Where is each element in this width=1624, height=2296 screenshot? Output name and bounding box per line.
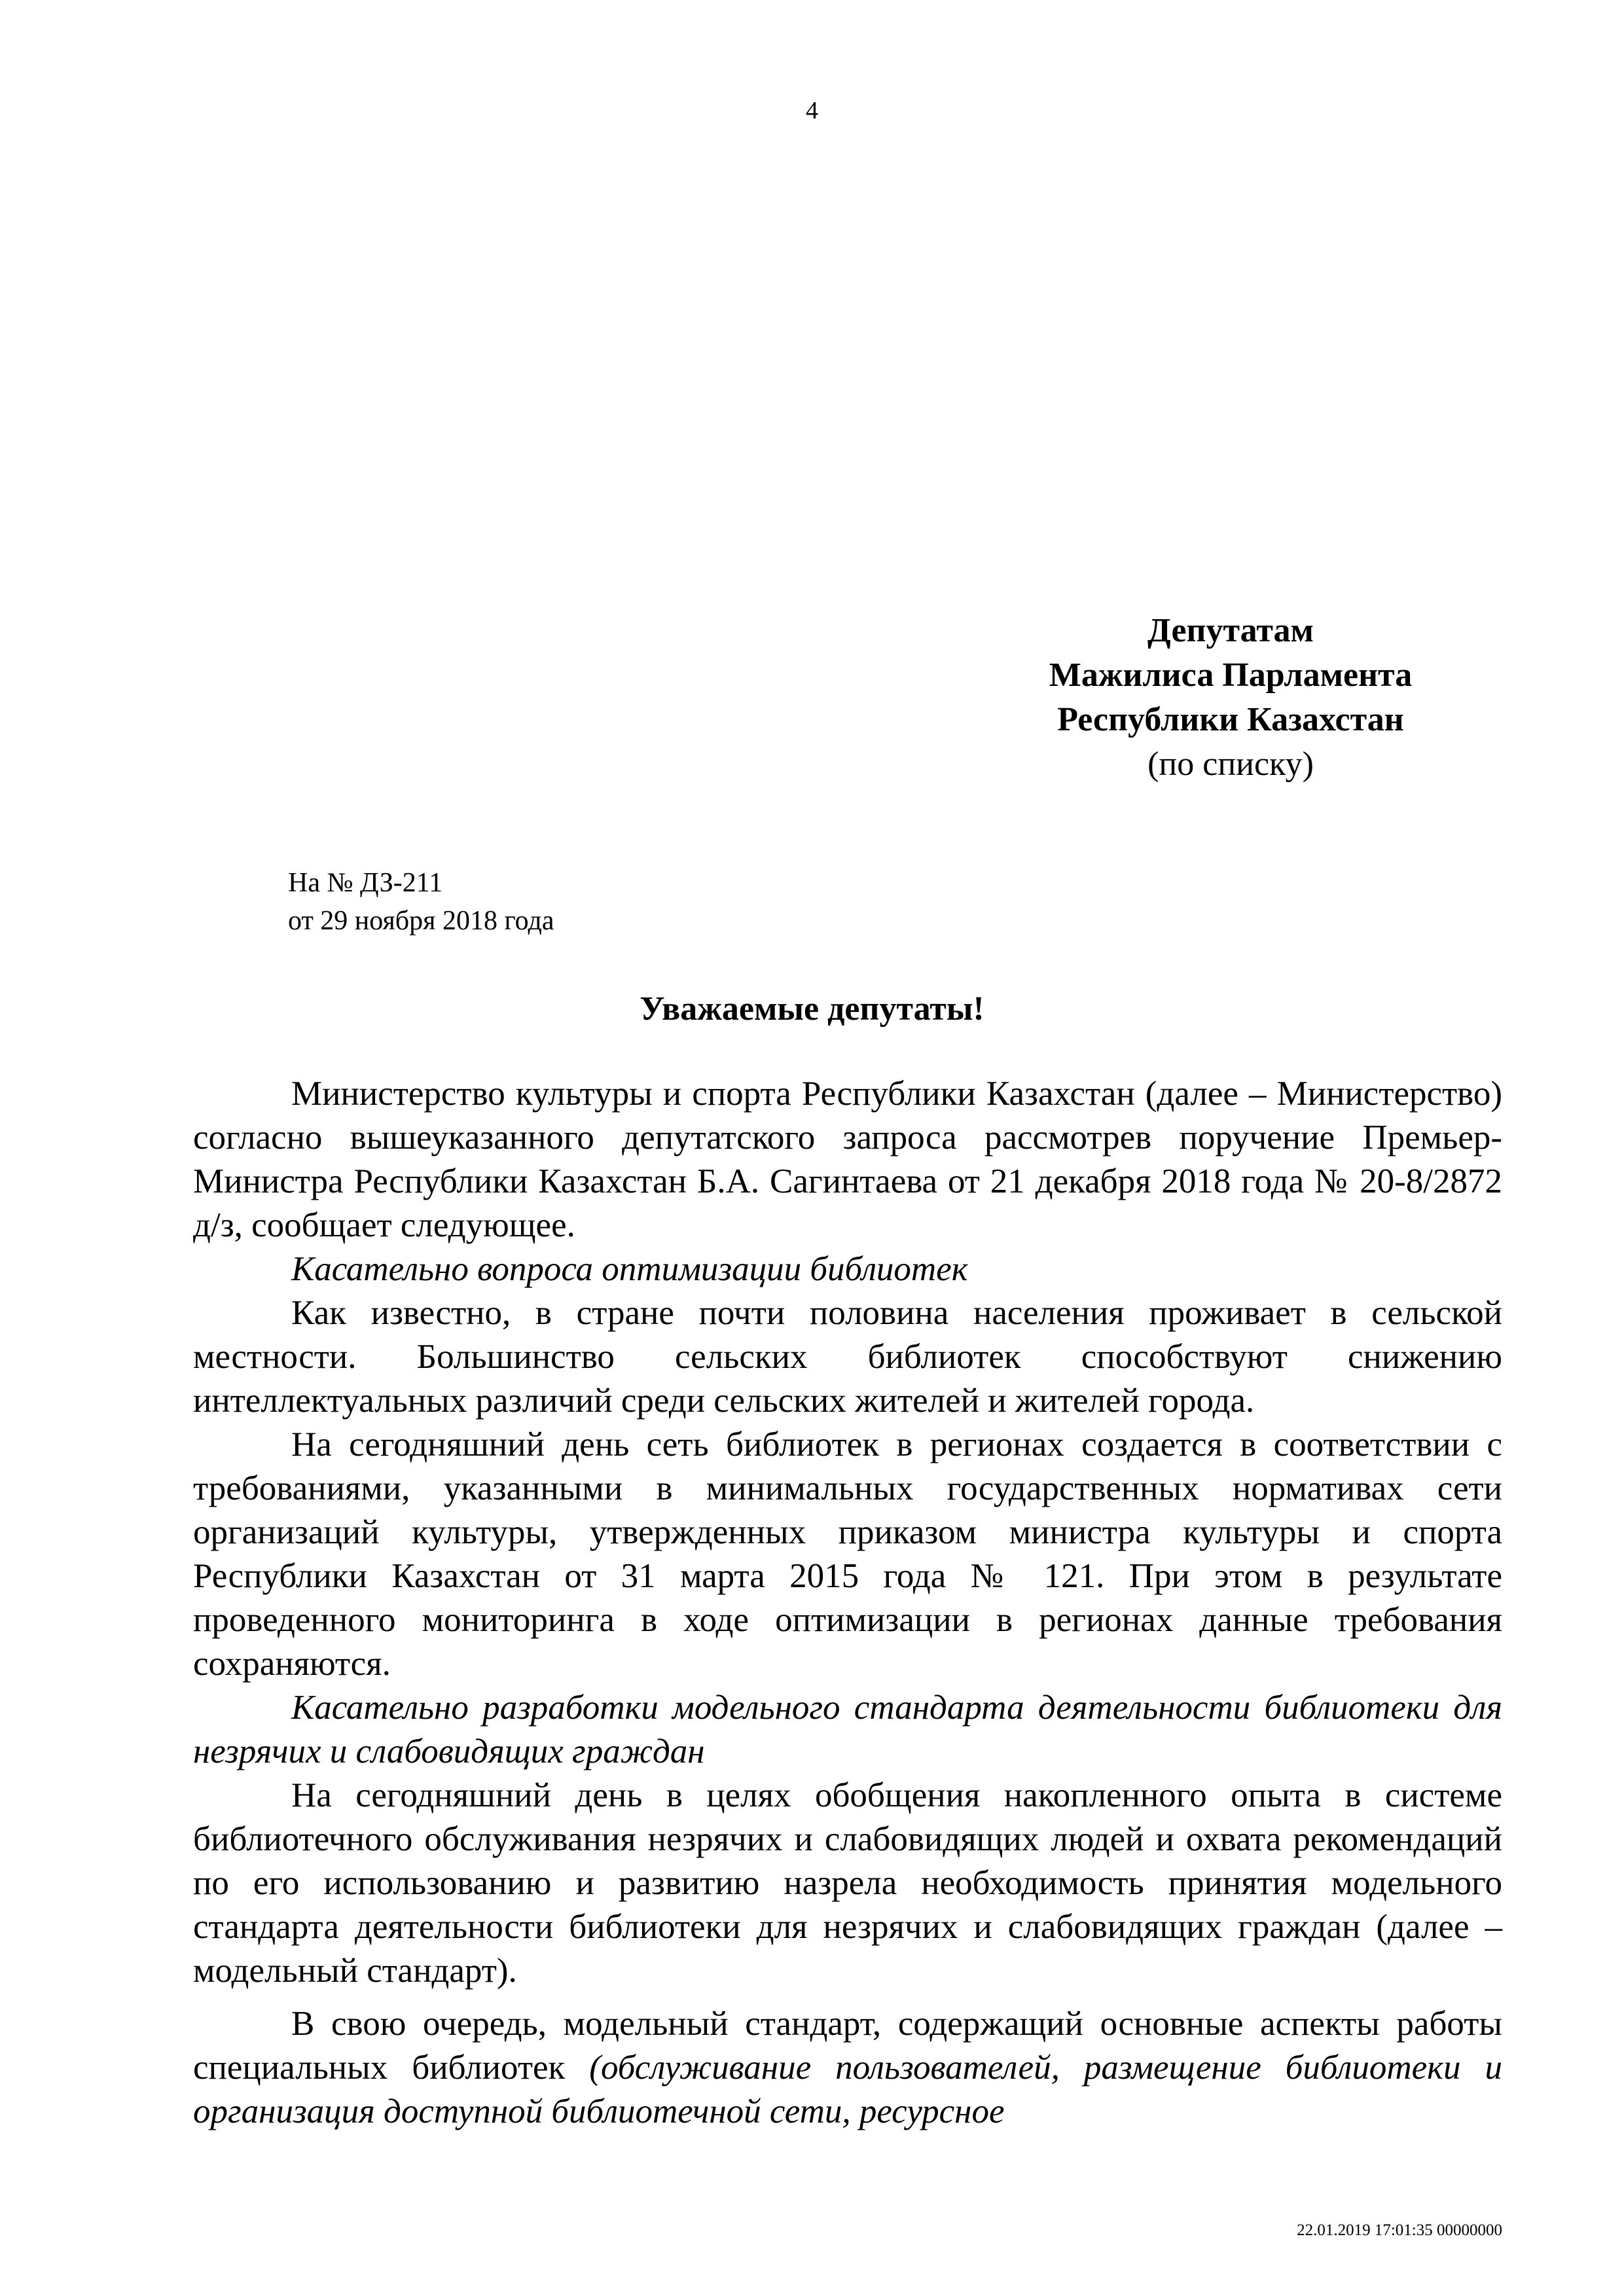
footer-timestamp: 22.01.2019 17:01:35 00000000: [1297, 2221, 1502, 2239]
paragraph-special-libraries-text: В свою очередь, модельный стандарт, содержащий основные аспекты работы специальных библиотек: [193, 2005, 1502, 2087]
letter-body: [193, 1072, 1502, 2134]
reference-block: [288, 864, 554, 940]
addressee-block: [969, 609, 1492, 787]
section-heading-model-standard: Касательно разработки модельного стандарта деятельности библиотеки для незрячих и слабовидящих граждан: [193, 1689, 1502, 1770]
paragraph-model-standard: На сегодняшний день в целях обобщения накопленного опыта в системе библиотечного обслуживания незрячих и слабовидящих людей и охвата рекомендаций по его использованию и развитию назрела необходимость принятия модельного стандарта деятельности библиотеки для незрячих и слабовидящих граждан (далее – модельный стандарт).: [193, 1776, 1502, 1990]
addressee-line-4: (по списку): [1147, 745, 1314, 783]
paragraph-special-libraries-italic: (обслуживание пользователей, размещение библиотеки и организация доступной библиотечной сети, ресурсное: [193, 2049, 1502, 2130]
reference-number: На № ДЗ-211: [288, 868, 443, 898]
section-heading-libraries-optimization: Касательно вопроса оптимизации библиотек: [291, 1250, 968, 1288]
paragraph-intro: Министерство культуры и спорта Республики Казахстан (далее – Министерство) согласно вышеуказанного депутатского запроса рассмотрев поручение Премьер-Министра Республики Казахстан Б.А. Сагинтаева от 21 декабря 2018 года № 20-8/2872 д/з, сообщает следующее.: [193, 1075, 1502, 1244]
paragraph-rural-libraries: Как известно, в стране почти половина населения проживает в сельской местности. Большинство сельских библиотек способствуют снижению интеллектуальных различий среди сельских жителей и жителей города.: [193, 1294, 1502, 1420]
addressee-line-2: Мажилиса Парламента: [1049, 656, 1413, 694]
page-number: 4: [806, 97, 818, 124]
salutation: Уважаемые депутаты!: [640, 990, 984, 1028]
addressee-line-1: Депутатам: [1147, 612, 1314, 649]
reference-date: от 29 ноября 2018 года: [288, 906, 554, 936]
paragraph-special-libraries: [193, 2002, 1502, 2134]
paragraph-library-network: На сегодняшний день сеть библиотек в регионах создается в соответствии с требованиями, указанными в минимальных государственных нормативах сети организаций культуры, утвержденных приказом министра культуры и спорта Республики Казахстан от 31 марта 2015 года № 121. При этом в результате проведенного мониторинга в ходе оптимизации в регионах данные требования сохраняются.: [193, 1426, 1502, 1683]
addressee-line-3: Республики Казахстан: [1057, 701, 1404, 738]
